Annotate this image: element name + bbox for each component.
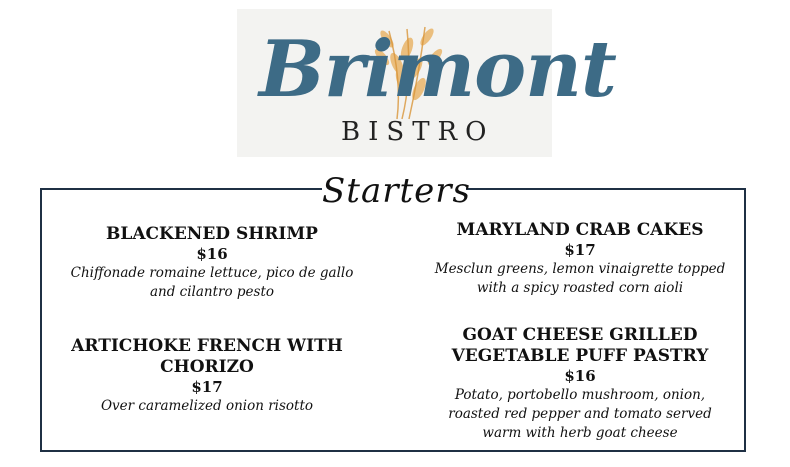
menu-item-price: $17 [564,241,596,259]
menu-item-description: Potato, portobello mushroom, onion, roasted red pepper and tomato served warm with herb goat cheese [448,387,712,441]
menu-item-price: $16 [564,367,596,385]
menu-item [52,336,362,416]
brimont-bistro-logo [237,9,616,157]
menu-item-description: Mesclun greens, lemon vinaigrette topped with a spicy roasted corn aioli [434,261,726,296]
logo-subtitle-text: BISTRO [341,117,495,147]
menu-item-price: $16 [196,245,228,263]
menu-item [420,220,740,298]
menu-item-name: GOAT CHEESE GRILLED VEGETABLE PUFF PASTRY [451,325,709,366]
menu-item-name: BLACKENED SHRIMP [106,224,318,244]
menu-item [62,224,362,302]
menu-item-name: MARYLAND CRAB CAKES [456,220,704,240]
section-title: Starters [322,171,471,211]
menu-item-description: Chiffonade romaine lettuce, pico de gallo and cilantro pesto [70,265,354,300]
logo-brand-text: Brimont [259,24,616,115]
menu-item-description: Over caramelized onion risotto [100,398,314,414]
menu-item [430,325,730,443]
menu-item-name: ARTICHOKE FRENCH WITH CHORIZO [71,336,343,377]
menu-item-price: $17 [191,378,223,396]
